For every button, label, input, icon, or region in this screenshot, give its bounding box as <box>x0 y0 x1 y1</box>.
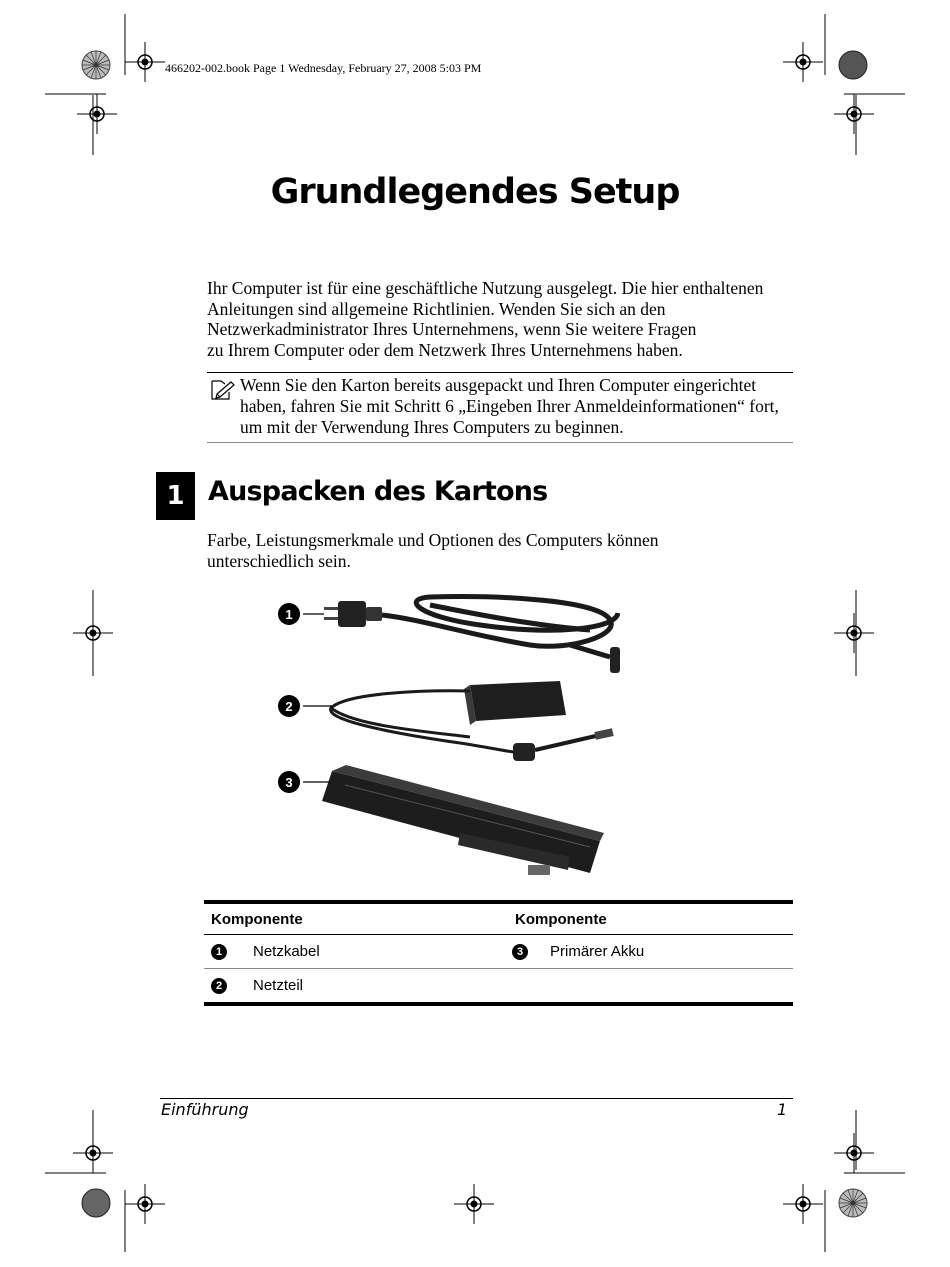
footer-rule <box>160 1098 793 1099</box>
note-text <box>240 375 792 438</box>
print-slug: 466202-002.book Page 1 Wednesday, February 27, 2008 5:03 PM <box>165 61 482 75</box>
table-cell-name: Netzkabel <box>253 935 508 969</box>
intro-line: Netzwerkadministrator Ihres Unternehmens, wenn Sie weitere Fragen <box>207 319 697 339</box>
star-target-icon <box>839 1189 867 1217</box>
registration-mark-icon <box>125 1184 165 1224</box>
table-cell-number <box>508 969 550 1005</box>
registration-mark-icon <box>73 613 113 653</box>
registration-mark-icon <box>73 1133 113 1173</box>
table-header: Komponente <box>508 902 793 935</box>
page-title: Grundlegendes Setup <box>270 172 680 212</box>
table-header: Komponente <box>204 902 508 935</box>
section-text-line: Farbe, Leistungsmerkmale und Optionen des Computers können <box>207 530 659 550</box>
star-target-icon <box>82 51 110 79</box>
table-row <box>204 935 793 969</box>
ac-adapter-image <box>330 681 614 761</box>
note-line: Wenn Sie den Karton bereits ausgepackt und Ihren Computer eingerichtet <box>240 375 757 395</box>
components-table <box>204 900 793 1006</box>
intro-paragraph <box>207 278 787 360</box>
callout-1-label: 1 <box>285 607 293 622</box>
registration-mark-icon <box>77 94 117 134</box>
number-badge: 3 <box>512 944 528 960</box>
callout-3-label: 3 <box>285 775 293 790</box>
registration-mark-icon <box>783 42 823 82</box>
color-target-icon <box>82 1189 110 1217</box>
table-cell-name: Netzteil <box>253 969 508 1005</box>
color-target-icon <box>839 51 867 79</box>
registration-mark-icon <box>834 1133 874 1173</box>
note-line: um mit der Verwendung Ihres Computers zu beginnen. <box>240 417 624 437</box>
table-row <box>204 969 793 1005</box>
intro-line: zu Ihrem Computer oder dem Netzwerk Ihres Unternehmens haben. <box>207 339 683 360</box>
pencil-note-icon <box>209 378 235 402</box>
registration-mark-icon <box>783 1184 823 1224</box>
battery-image <box>322 765 604 875</box>
page-number: 1 <box>777 1100 788 1119</box>
step-number-badge: 1 <box>156 472 195 520</box>
components-illustration <box>270 585 620 885</box>
table-cell-number <box>508 935 550 969</box>
table-header-row <box>204 902 793 935</box>
power-cord-image <box>324 597 620 673</box>
registration-mark-icon <box>834 613 874 653</box>
registration-mark-icon <box>125 42 165 82</box>
intro-line: Anleitungen sind allgemeine Richtlinien. Wenden Sie sich an den <box>207 298 666 319</box>
intro-line: Ihr Computer ist für eine geschäftliche Nutzung ausgelegt. Die hier enthaltenen <box>207 278 764 298</box>
table-cell-name <box>550 969 793 1005</box>
table-cell-name: Primärer Akku <box>550 935 793 969</box>
number-badge: 2 <box>211 978 227 994</box>
note-line: haben, fahren Sie mit Schritt 6 „Eingeben Ihrer Anmeldeinformationen“ fort, <box>240 396 779 416</box>
table-cell-number <box>204 935 253 969</box>
section-text-line: unterschiedlich sein. <box>207 550 351 571</box>
table-cell-number <box>204 969 253 1005</box>
number-badge: 1 <box>211 944 227 960</box>
callout-2-label: 2 <box>285 699 293 714</box>
footer-chapter: Einführung <box>161 1100 249 1119</box>
section-text <box>207 530 659 571</box>
registration-mark-icon <box>834 94 874 134</box>
section-title: Auspacken des Kartons <box>208 476 548 507</box>
registration-mark-icon <box>454 1184 494 1224</box>
